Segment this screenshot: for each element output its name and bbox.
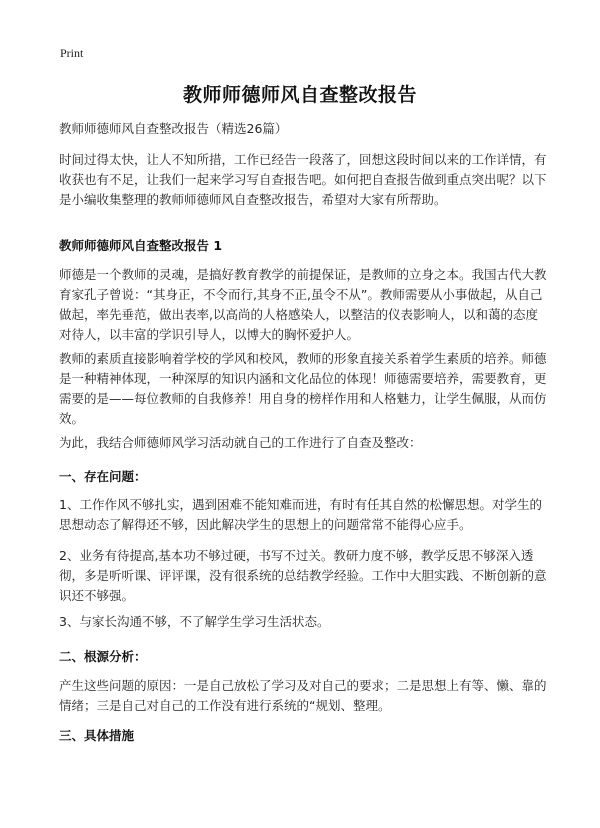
paragraph-1: 师德是一个教师的灵魂，是搞好教育教学的前提保证，是教师的立身之本。我国古代大教育家孔子曾说：“其身正，不令而行,其身不正,虽令不从”。教师需要从小事做起，从自己做起，率先垂范，做出表率,以高尚的人格感染人，以整洁的仪表影响人，以和蔼的态度对待人，以丰富的学识引导人，以博大的胸怀爱护人。 bbox=[59, 267, 547, 342]
paragraph-3: 为此，我结合师德师风学习活动就自己的工作进行了自查及整改： bbox=[59, 435, 422, 450]
paragraph-2: 教师的素质直接影响着学校的学风和校风，教师的形象直接关系着学生素质的培养。师德是一种精神体现，一种深厚的知识内涵和文化品位的体现！师德需要培养，需要教育，更需要的是——每位教师的自我修养！用自身的榜样作用和人格魅力，让学生佩服，从而仿效。 bbox=[59, 351, 547, 426]
problem-item-3: 3、与家长沟通不够，不了解学生学习生活状态。 bbox=[59, 614, 330, 629]
heading-measures: 三、具体措施 bbox=[59, 728, 135, 743]
problem-item-2: 2、业务有待提高,基本功不够过硬，书写不过关。教研力度不够，教学反思不够深入透彻，多是听听课、评评课，没有很系统的总结教学经验。工作中大胆实践、不断创新的意识还不够强。 bbox=[59, 548, 547, 603]
problem-item-1: 1、工作作风不够扎实，遇到困难不能知难而进，有时有任其自然的松懈思想。对学生的思想动态了解得还不够，因此解决学生的思想上的问题常常不能得心应手。 bbox=[59, 497, 542, 532]
page-title: 教师师德师风自查整改报告 bbox=[182, 84, 417, 106]
intro-paragraph: 时间过得太快，让人不知所措，工作已经告一段落了，回想这段时间以来的工作详情，有收获也有不足，让我们一起来学习写自查报告吧。如何把自查报告做到重点突出呢？以下是小编收集整理的教师师德师风自查整改报告，希望对大家有所帮助。 bbox=[59, 152, 547, 207]
heading-problems: 一、存在问题： bbox=[59, 469, 147, 484]
document-subtitle: 教师师德师风自查整改报告（精选26篇） bbox=[59, 121, 288, 136]
paragraph-4: 产生这些问题的原因：一是自己放松了学习及对自己的要求；二是思想上有等、懒、靠的情绪；三是自己对自己的工作没有进行系统的“规划、整理。 bbox=[59, 678, 547, 713]
section-title: 教师师德师风自查整改报告 1 bbox=[59, 238, 223, 253]
print-link[interactable]: Print bbox=[60, 46, 84, 60]
heading-root-cause: 二、根源分析： bbox=[59, 649, 147, 664]
